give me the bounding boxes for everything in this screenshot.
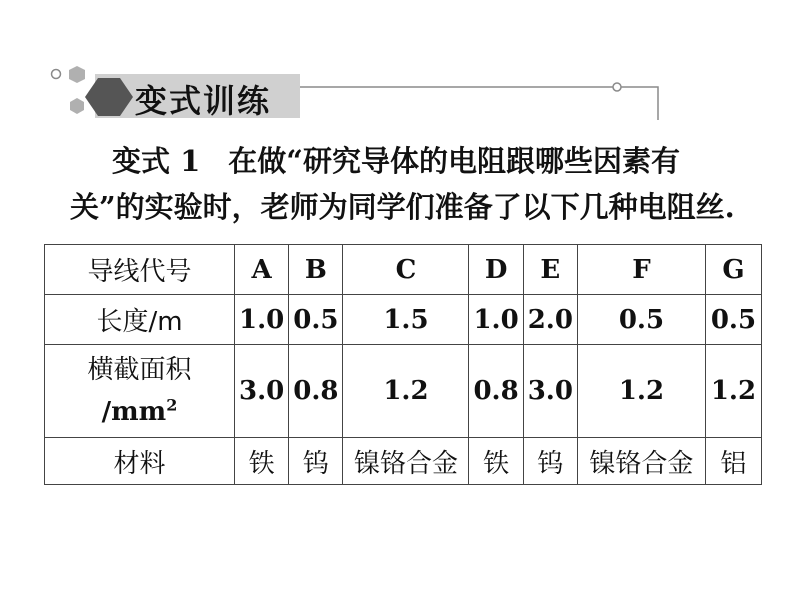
table-row-length: [45, 295, 762, 345]
cell-code-a: A: [235, 245, 289, 295]
problem-text: [70, 138, 770, 230]
row-header-length: 长度/m: [45, 295, 235, 345]
cell-length-d: 1.0: [469, 295, 523, 345]
cell-length-f: 0.5: [577, 295, 705, 345]
cell-length-e: 2.0: [523, 295, 577, 345]
cell-length-b: 0.5: [289, 295, 343, 345]
small-circle-icon: [52, 70, 61, 79]
cell-material-e: 钨: [523, 438, 577, 485]
row-header-area-line2: /mm: [101, 397, 167, 427]
cell-length-g: 0.5: [705, 295, 761, 345]
connector-line: [300, 87, 658, 120]
problem-label: 变式 1: [112, 144, 201, 178]
cell-code-b: B: [289, 245, 343, 295]
cell-area-d: 0.8: [469, 345, 523, 438]
problem-line-1-text: 在做“研究导体的电阻跟哪些因素有: [228, 144, 680, 178]
cell-code-d: D: [469, 245, 523, 295]
cell-material-f: 镍铬合金: [577, 438, 705, 485]
resistance-wire-table: [44, 244, 762, 485]
cell-length-a: 1.0: [235, 295, 289, 345]
cell-material-b: 钨: [289, 438, 343, 485]
cell-area-e: 3.0: [523, 345, 577, 438]
problem-line-2: 关”的实验时，老师为同学们准备了以下几种电阻丝.: [70, 190, 735, 224]
row-header-area-line1: 横截面积: [87, 355, 192, 385]
cell-area-c: 1.2: [343, 345, 469, 438]
cell-code-f: F: [577, 245, 705, 295]
section-header-decoration: [0, 0, 800, 130]
cell-area-b: 0.8: [289, 345, 343, 438]
cell-code-e: E: [523, 245, 577, 295]
connector-end-circle-icon: [613, 83, 621, 91]
cell-code-g: G: [705, 245, 761, 295]
small-hexagon-lower-icon: [70, 98, 84, 114]
cell-material-a: 铁: [235, 438, 289, 485]
row-header-area: [45, 345, 235, 438]
table-row-code: [45, 245, 762, 295]
cell-area-f: 1.2: [577, 345, 705, 438]
table-row-area: [45, 345, 762, 438]
cell-code-c: C: [343, 245, 469, 295]
cell-area-g: 1.2: [705, 345, 761, 438]
small-hexagon-icon: [69, 66, 85, 83]
cell-material-d: 铁: [469, 438, 523, 485]
row-header-code: 导线代号: [45, 245, 235, 295]
row-header-material: 材料: [45, 438, 235, 485]
section-title: 变式训练: [135, 82, 272, 120]
section-header: [0, 0, 800, 130]
table-row-material: [45, 438, 762, 485]
cell-material-c: 镍铬合金: [343, 438, 469, 485]
cell-area-a: 3.0: [235, 345, 289, 438]
cell-material-g: 铝: [705, 438, 761, 485]
problem-line-1: [70, 138, 770, 184]
row-header-area-sup: 2: [166, 395, 178, 415]
row-header-area-unit: [102, 397, 178, 427]
cell-length-c: 1.5: [343, 295, 469, 345]
